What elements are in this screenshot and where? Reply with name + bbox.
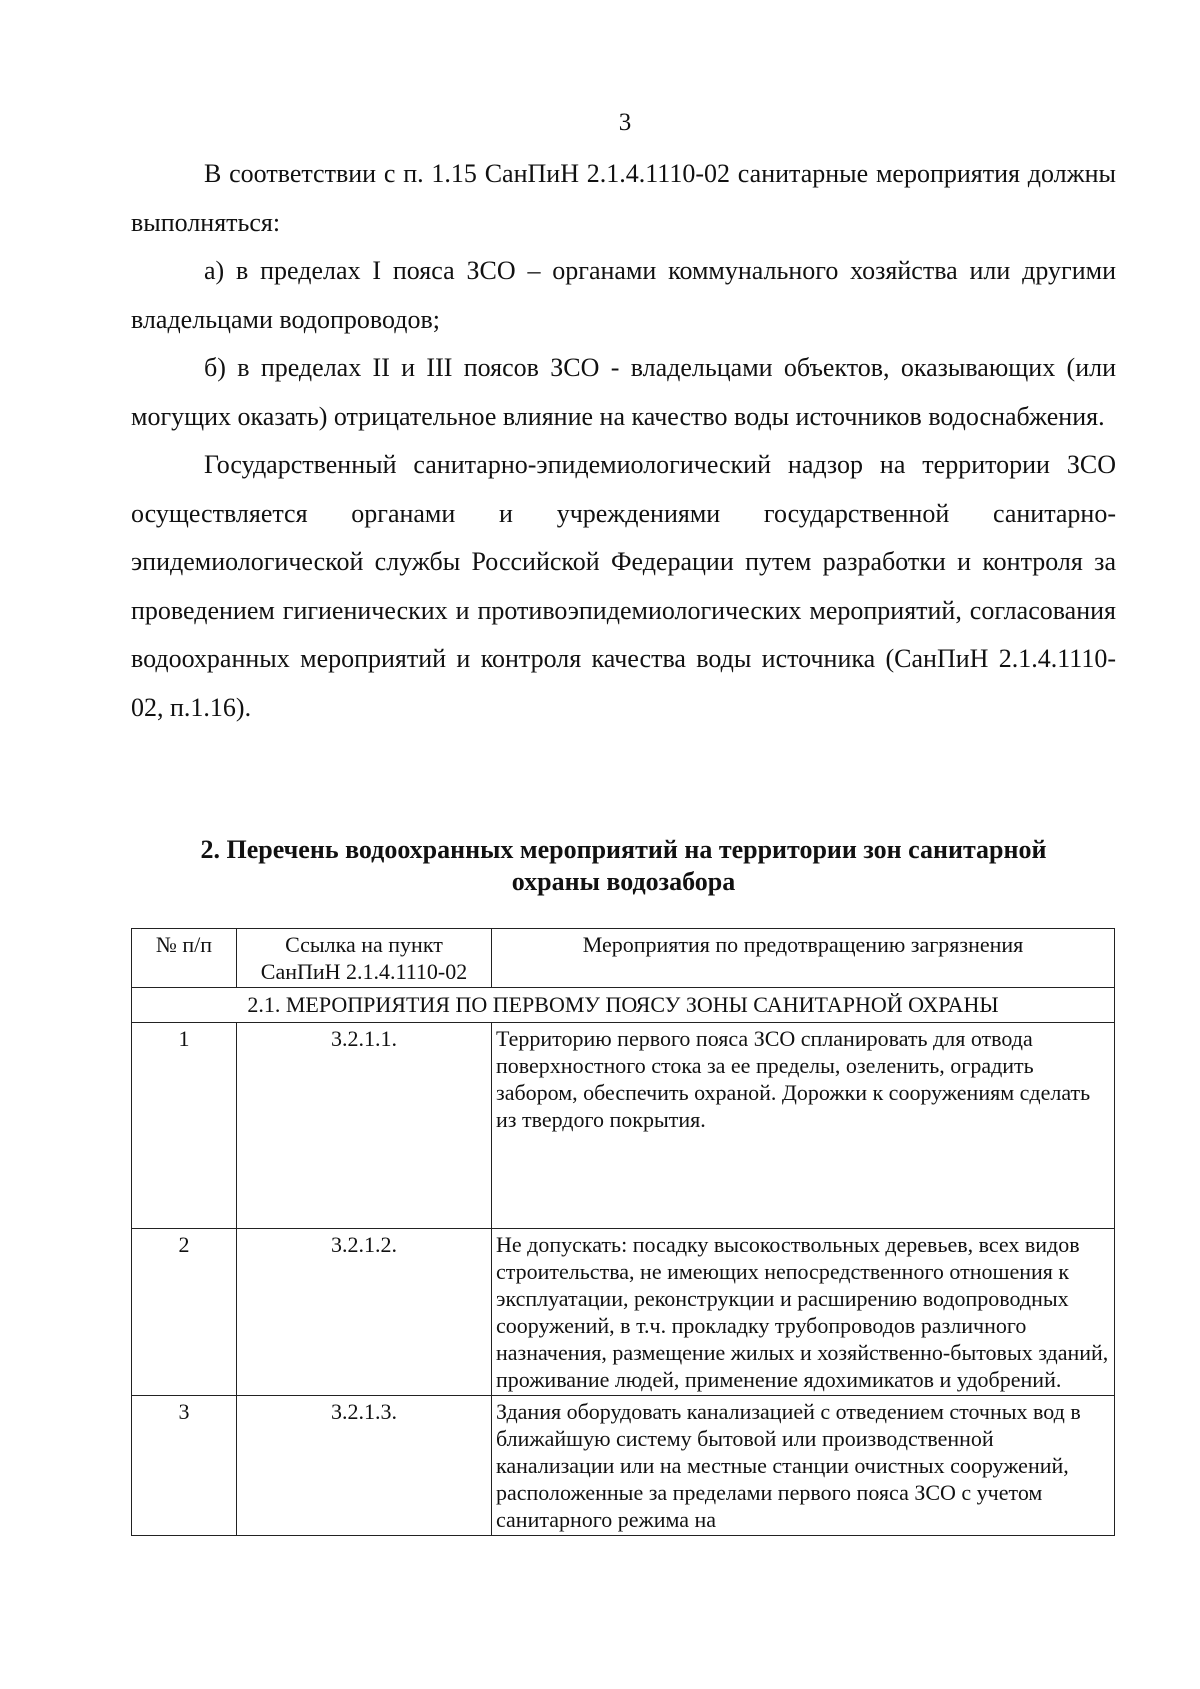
paragraph-zone-2-3: б) в пределах II и III поясов ЗСО - владельцами объектов, оказывающих (или могущих оказать) отрицательное влияние на качество воды источников водоснабжения.: [131, 353, 1116, 431]
section-heading-line-2: охраны водозабора: [511, 867, 736, 896]
row-reference: 3.2.1.2.: [237, 1229, 492, 1396]
section-heading: [131, 834, 1116, 898]
row-reference: 3.2.1.3.: [237, 1396, 492, 1536]
table-row: [132, 1396, 1115, 1536]
paragraph-sanpin-reference: В соответствии с п. 1.15 СанПиН 2.1.4.1110-02 санитарные мероприятия должны выполняться:: [131, 159, 1116, 237]
row-number: 1: [132, 1023, 237, 1229]
table-row: [132, 1023, 1115, 1229]
header-measures: Мероприятия по предотвращению загрязнения: [492, 929, 1115, 988]
row-reference: 3.2.1.1.: [237, 1023, 492, 1229]
measures-table: [131, 928, 1115, 1536]
table-header-row: [132, 929, 1115, 988]
row-measure-text: Здания оборудовать канализацией с отведением сточных вод в ближайшую систему бытовой или производственной канализации или на местные станции очистных сооружений, расположенные за пределами первого пояса ЗСО с учетом санитарного режима на: [492, 1396, 1115, 1536]
header-reference: [237, 929, 492, 988]
header-number: № п/п: [132, 929, 237, 988]
row-number: 2: [132, 1229, 237, 1396]
table-section-row: [132, 988, 1115, 1023]
row-number: 3: [132, 1396, 237, 1536]
paragraph-state-supervision: Государственный санитарно-эпидемиологический надзор на территории ЗСО осуществляется органами и учреждениями государственной санитарно-эпидемиологической службы Российской Федерации путем разработки и контроля за проведением гигиенических и противоэпидемиологических мероприятий, согласования водоохранных мероприятий и контроля качества воды источника (СанПиН 2.1.4.1110-02, п.1.16).: [131, 450, 1116, 722]
row-measure-text: Не допускать: посадку высокоствольных деревьев, всех видов строительства, не имеющих непосредственного отношения к эксплуатации, реконструкции и расширению водопроводных сооружений, в т.ч. прокладку трубопроводов различного назначения, размещение жилых и хозяйственно-бытовых зданий, проживание людей, применение ядохимикатов и удобрений.: [492, 1229, 1115, 1396]
page-number: 3: [618, 109, 632, 136]
paragraph-zone-1: а) в пределах I пояса ЗСО – органами коммунального хозяйства или другими владельцами водопроводов;: [131, 256, 1116, 334]
section-heading-line-1: 2. Перечень водоохранных мероприятий на территории зон санитарной: [200, 835, 1047, 864]
table-section-title: 2.1. МЕРОПРИЯТИЯ ПО ПЕРВОМУ ПОЯСУ ЗОНЫ САНИТАРНОЙ ОХРАНЫ: [132, 988, 1115, 1023]
header-reference-line-1: Ссылка на пункт: [285, 932, 443, 957]
row-measure-text: Территорию первого пояса ЗСО спланировать для отвода поверхностного стока за ее пределы, озеленить, оградить забором, обеспечить охраной. Дорожки к сооружениям сделать из твердого покрытия.: [492, 1023, 1115, 1229]
header-reference-line-2: СанПиН 2.1.4.1110-02: [260, 959, 468, 984]
table-row: [132, 1229, 1115, 1396]
body-text: [131, 150, 1116, 732]
